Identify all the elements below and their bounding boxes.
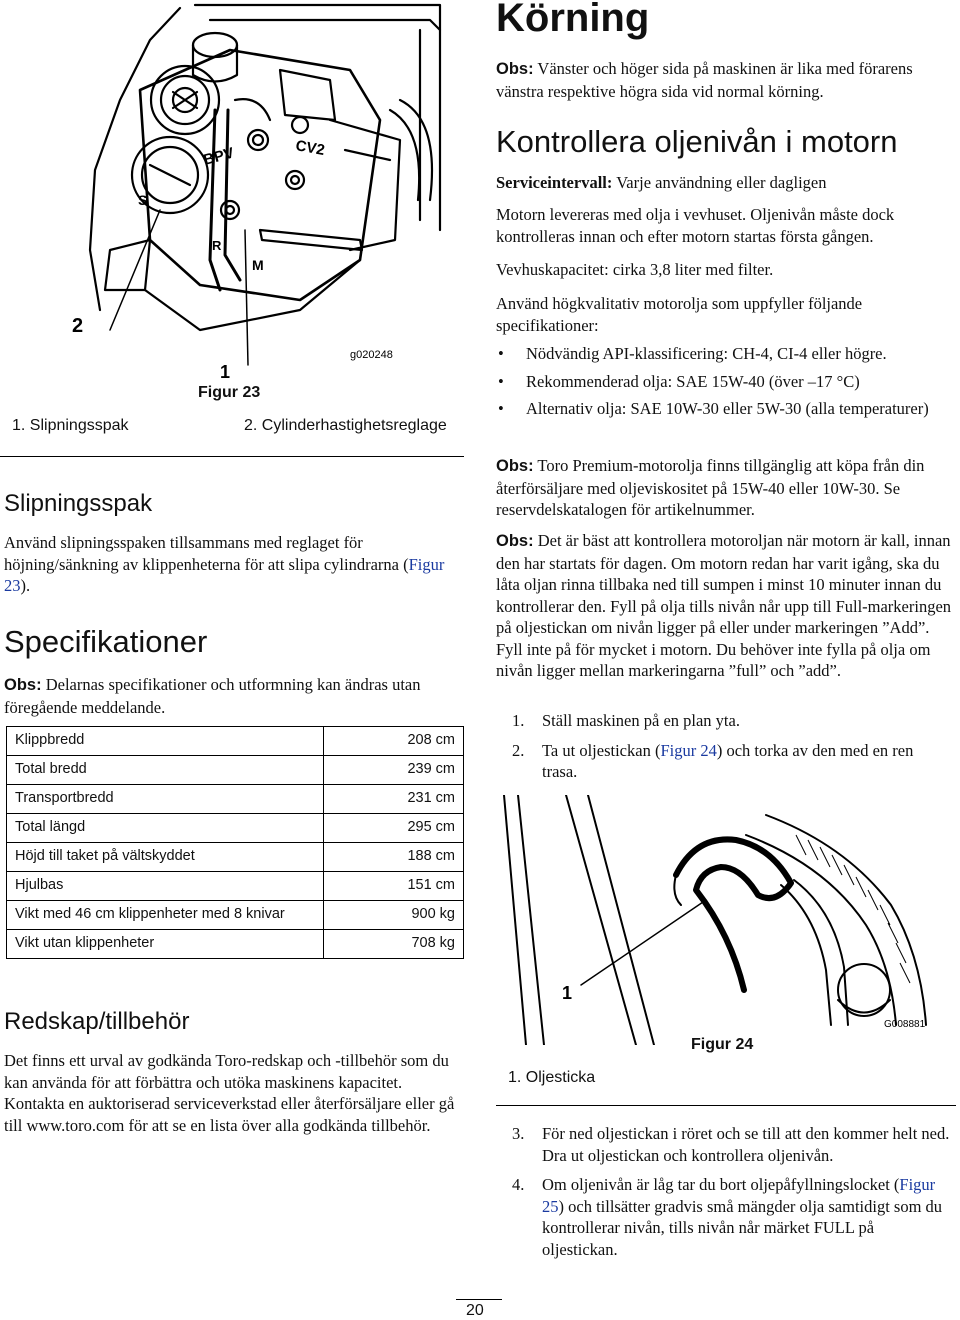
oil-note-2 bbox=[496, 455, 956, 521]
table-row bbox=[7, 814, 464, 843]
figure-23-legend-1: 1. Slipningsspak bbox=[12, 417, 129, 434]
page-number: 20 bbox=[466, 1302, 484, 1319]
table-row bbox=[7, 901, 464, 930]
service-interval-text: Varje användning eller dagligen bbox=[612, 173, 827, 192]
oil-obs2-text: Toro Premium-motorolja finns tillgänglig att köpa från din återförsäljare med oljeviskositet på 15W-40 eller 10W-30. Se reservdelskatalogen för artikelnummer. bbox=[496, 456, 925, 519]
spec-value: 708 kg bbox=[324, 930, 464, 959]
step-number: 4. bbox=[512, 1175, 525, 1194]
footer-rule bbox=[456, 1299, 502, 1300]
list-item: • Nödvändig API-klassificering: CH-4, CI-4 eller högre. bbox=[496, 343, 946, 365]
spec-obs-label: Obs: bbox=[4, 676, 42, 694]
korning-obs-label: Obs: bbox=[496, 60, 534, 78]
slipningsspak-text-end: ). bbox=[20, 576, 31, 595]
step-text: Ställ maskinen på en plan yta. bbox=[542, 711, 740, 730]
table-row bbox=[7, 843, 464, 872]
korning-obs-text: Vänster och höger sida på maskinen är lika med förarens vänstra respektive högra sida vid normal körning. bbox=[496, 59, 913, 101]
figure-25-link[interactable]: Figur 25 bbox=[542, 1175, 936, 1216]
spec-key: Vikt utan klippenheter bbox=[7, 930, 324, 959]
figure-24 bbox=[496, 795, 956, 1045]
oil-paragraph-1: Motorn levereras med olja i vevhuset. Oljenivån måste dock kontrolleras innan och efter motorn startas första gången. bbox=[496, 205, 895, 246]
slipningsspak-heading: Slipningsspak bbox=[4, 490, 153, 517]
figure-23-callout-2: 2 bbox=[72, 315, 84, 337]
spec-value: 151 cm bbox=[324, 872, 464, 901]
oil-paragraph-2: Vevhuskapacitet: cirka 3,8 liter med filter. bbox=[496, 260, 774, 279]
spec-table bbox=[6, 726, 464, 959]
label-cv2: CV2 bbox=[294, 137, 327, 160]
figure-23-rule bbox=[0, 456, 464, 457]
table-row bbox=[7, 872, 464, 901]
spec-value: 208 cm bbox=[324, 727, 464, 756]
step-number: 1. bbox=[512, 711, 525, 730]
figure-24-callout-1: 1 bbox=[562, 983, 573, 1003]
figure-23 bbox=[0, 0, 470, 420]
step-number: 3. bbox=[512, 1124, 525, 1143]
figure-23-link[interactable]: Figur 23 bbox=[4, 554, 445, 595]
figure-23-legend-2: 2. Cylinderhastighetsreglage bbox=[244, 417, 447, 434]
service-interval-label: Serviceintervall: bbox=[496, 173, 613, 192]
redskap-paragraph: Det finns ett urval av godkända Toro-redskap och -tillbehör som du kan använda för att förbättra och utöka maskinens kapacitet. Kontakta en auktoriserad serviceverkstad eller återförsäljare eller gå till www.toro.com för att se en lista över alla godkända tillbehör. bbox=[4, 1051, 455, 1135]
slipningsspak-text: Använd slipningsspaken tillsammans med reglaget för höjning/sänkning av klippenheterna för att slipa cylindrarna ( bbox=[4, 533, 409, 574]
korning-heading: Körning bbox=[496, 0, 650, 40]
service-interval bbox=[496, 172, 946, 194]
table-row bbox=[7, 785, 464, 814]
figure-24-rule bbox=[496, 1105, 956, 1106]
spec-key: Klippbredd bbox=[7, 727, 324, 756]
spec-obs-text: Delarnas specifikationer och utformning kan ändras utan föregående meddelande. bbox=[4, 675, 421, 717]
oil-heading: Kontrollera oljenivån i motorn bbox=[496, 124, 898, 159]
slipningsspak-paragraph bbox=[4, 532, 462, 597]
oil-obs3-label: Obs: bbox=[496, 532, 534, 550]
spec-key: Total längd bbox=[7, 814, 324, 843]
list-item: • Rekommenderad olja: SAE 15W-40 (över –17 °C) bbox=[496, 371, 946, 393]
table-row bbox=[7, 930, 464, 959]
figure-24-caption: Figur 24 bbox=[691, 1036, 754, 1053]
step-text: Ta ut oljestickan ( bbox=[542, 740, 661, 760]
label-bpv: BPV bbox=[201, 144, 236, 169]
oil-obs2-label: Obs: bbox=[496, 457, 534, 475]
figure-23-callout-1: 1 bbox=[220, 362, 231, 382]
spec-note bbox=[4, 674, 462, 718]
step-number: 2. bbox=[512, 740, 525, 760]
step-text-end: ) och torka av den med en ren trasa. bbox=[542, 740, 914, 781]
oil-steps-1 bbox=[512, 710, 952, 791]
label-r: R bbox=[212, 238, 222, 253]
spec-value: 295 cm bbox=[324, 814, 464, 843]
spec-key: Vikt med 46 cm klippenheter med 8 knivar bbox=[7, 901, 324, 930]
figure-24-legend-1: 1. Oljesticka bbox=[508, 1069, 596, 1086]
list-item bbox=[512, 1123, 952, 1166]
spec-key: Hjulbas bbox=[7, 872, 324, 901]
spec-key: Total bredd bbox=[7, 756, 324, 785]
oil-spec-list bbox=[496, 343, 946, 426]
redskap-heading: Redskap/tillbehör bbox=[4, 1008, 190, 1035]
label-s: S bbox=[138, 192, 148, 208]
oil-paragraph-3: Använd högkvalitativ motorolja som uppfyller följande specifikationer: bbox=[496, 294, 863, 335]
spec-value: 188 cm bbox=[324, 843, 464, 872]
oil-note-3 bbox=[496, 530, 956, 682]
figure-23-caption: Figur 23 bbox=[198, 384, 261, 401]
oil-steps-2 bbox=[512, 1123, 952, 1268]
spec-value: 239 cm bbox=[324, 756, 464, 785]
oil-obs3-text: Det är bäst att kontrollera motoroljan när motorn är kall, innan den har startats för dagen. Om motorn redan har varit igång, ska du låta oljan rinna tillbaka ned till sumpen i minst 10 minuter innan du kontrollerar den. Fyll på olja tills nivån når upp till Full-markeringen på oljestickan om nivån ligger på eller under markeringen ”Add”. Fyll inte på för mycket i motorn. Du behöver inte fylla på olja om nivån ligger mellan markeringarna ”full” och ”add”. bbox=[496, 531, 952, 680]
spec-key: Höjd till taket på vältskyddet bbox=[7, 843, 324, 872]
step-text: För ned oljestickan i röret och se till att den kommer helt ned. Dra ut oljestickan och kontrollera oljenivån. bbox=[542, 1124, 950, 1165]
list-item bbox=[512, 710, 952, 732]
list-item bbox=[512, 1174, 952, 1260]
figure-24-link[interactable]: Figur 24 bbox=[660, 740, 717, 760]
step-text-end: ) och tillsätter gradvis små mängder olja samtidigt som du kontrollerar nivån, tills nivån når märket FULL på oljestickan. bbox=[542, 1196, 943, 1259]
spec-value: 900 kg bbox=[324, 901, 464, 930]
specifikationer-heading: Specifikationer bbox=[4, 624, 208, 659]
figure-23-illustration bbox=[0, 0, 470, 420]
list-item: • Alternativ olja: SAE 10W-30 eller 5W-30 (alla temperaturer) bbox=[496, 398, 946, 420]
spec-value: 231 cm bbox=[324, 785, 464, 814]
step-text: Om oljenivån är låg tar du bort oljepåfyllningslocket ( bbox=[542, 1175, 900, 1194]
table-row bbox=[7, 756, 464, 785]
korning-note bbox=[496, 58, 946, 102]
figure-24-code: G008881 bbox=[884, 1019, 926, 1030]
figure-24-illustration bbox=[496, 795, 956, 1045]
figure-23-code: g020248 bbox=[350, 349, 393, 361]
spec-key: Transportbredd bbox=[7, 785, 324, 814]
list-item bbox=[512, 740, 952, 783]
table-row bbox=[7, 727, 464, 756]
label-m: M bbox=[252, 257, 264, 273]
